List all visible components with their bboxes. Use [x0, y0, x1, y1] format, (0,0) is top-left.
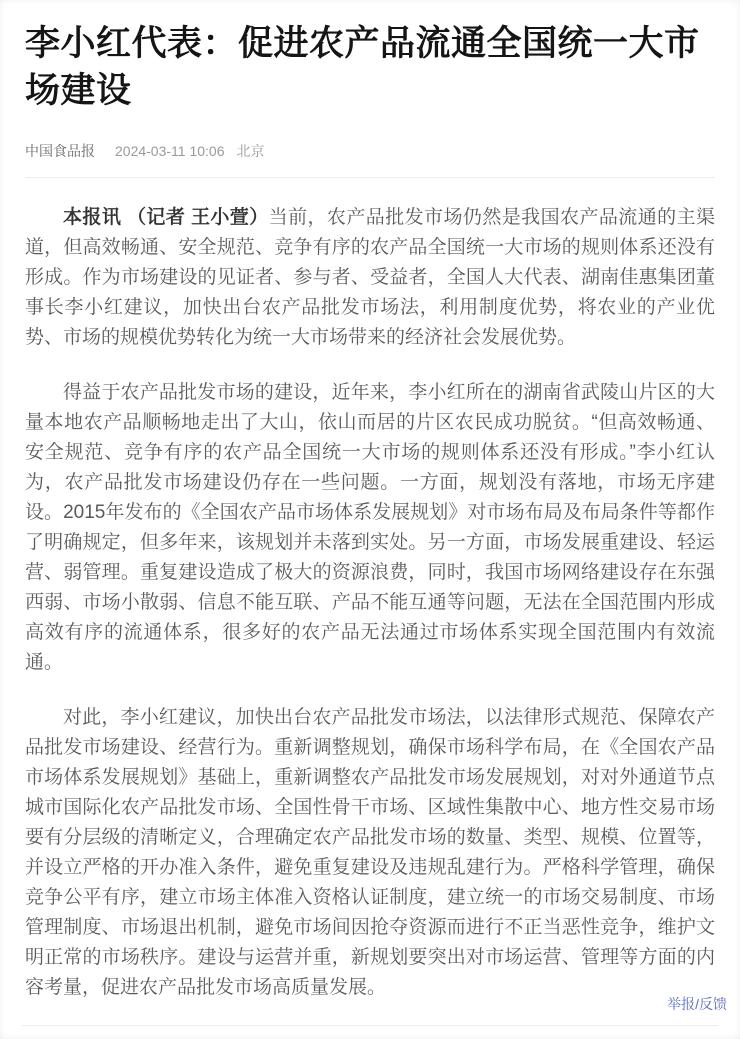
article-footer: [667, 994, 727, 1014]
article-meta: [25, 141, 715, 161]
paragraph-3-text: 对此，李小红建议，加快出台农产品批发市场法，以法律形式规范、保障农产品批发市场建设、经营行为。重新调整规划，确保市场科学布局，在《全国农产品市场体系发展规划》基础上，重新调整农产品批发市场发展规划，对对外通道节点城市国际化农产品批发市场、全国性骨干市场、区域性集散中心、地方性交易市场要有分层级的清晰定义，合理确定农产品批发市场的数量、类型、规模、位置等，并设立严格的开办准入条件，避免重复建设及违规乱建行为。严格科学管理，确保竞争公平有序，建立市场主体准入资格认证制度，建立统一的市场交易制度、市场管理制度、市场退出机制，避免市场间因抢夺资源而进行不正当恶性竞争，维护文明正常的市场秩序。建设与运营并重，新规划要突出对市场运营、管理等方面的内容考量，促进农产品批发市场高质量发展。: [25, 707, 715, 998]
paragraph-1-text: 当前，农产品批发市场仍然是我国农产品流通的主渠道，但高效畅通、安全规范、竞争有序的农产品全国统一大市场的规则体系还没有形成。作为市场建设的见证者、参与者、受益者，全国人大代表、湖南佳惠集团董事长李小红建议，加快出台农产品批发市场法，利用制度优势，将农业的产业优势、市场的规模优势转化为统一大市场带来的经济社会发展优势。: [25, 207, 715, 348]
report-feedback-link[interactable]: 举报/反馈: [667, 996, 727, 1012]
paragraph-1: [25, 203, 715, 353]
article-source[interactable]: 中国食品报: [25, 143, 95, 159]
article-location: 北京: [236, 143, 265, 159]
paragraph-1-lead: 本报讯 （记者 王小萱）: [63, 207, 269, 228]
meta-divider: [25, 177, 715, 178]
page-title: 李小红代表：促进农产品流通全国统一大市场建设: [25, 24, 700, 110]
article-content: [0, 20, 740, 1003]
paragraph-3: [25, 703, 715, 1003]
paragraph-2: [25, 378, 715, 678]
article-timestamp: 2024-03-11 10:06: [115, 143, 225, 159]
paragraph-2-text: 得益于农产品批发市场的建设，近年来，李小红所在的湖南省武陵山片区的大量本地农产品顺畅地走出了大山，依山而居的片区农民成功脱贫。“但高效畅通、安全规范、竞争有序的农产品全国统一大市场的规则体系还没有形成。”李小红认为，农产品批发市场建设仍存在一些问题。一方面，规划没有落地，市场无序建设。2015年发布的《全国农产品市场体系发展规划》对市场布局及布局条件等都作了明确规定，但多年来，该规划并未落到实处。另一方面，市场发展重建设、轻运营、弱管理。重复建设造成了极大的资源浪费，同时，我国市场网络建设存在东强西弱、市场小散弱、信息不能互联、产品不能互通等问题，无法在全国范围内形成高效有序的流通体系，很多好的农产品无法通过市场体系实现全国范围内有效流通。: [25, 382, 715, 673]
article-body: [25, 203, 715, 1003]
bottom-divider: [22, 1025, 718, 1026]
